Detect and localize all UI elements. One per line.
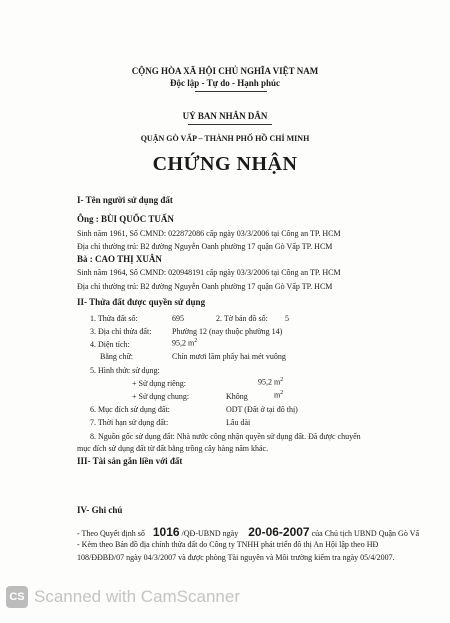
person-1-name-line (77, 214, 174, 224)
area-label: 4. Diện tích: (90, 340, 130, 349)
district-name: QUẬN GÒ VẤP – THÀNH PHỐ HỒ CHÍ MINH (140, 134, 310, 143)
area-unit-superscript: 2 (194, 338, 198, 344)
area-in-words-value: Chín mươi lăm phẩy hai mét vuông (172, 352, 286, 361)
parcel-number-value: 695 (172, 314, 184, 323)
section-4-heading: IV- Ghi chú (77, 505, 123, 515)
note-1 (77, 525, 419, 539)
person-2-prefix: Bà : (77, 254, 95, 264)
person-1-name: BÙI QUỐC TUẤN (101, 214, 174, 224)
person-2-info: Sinh năm 1964, Số CMND: 020948191 cấp ngày 03/3/2006 tại Công an TP. HCM (77, 268, 341, 277)
authority-name: UỶ BAN NHÂN DÂN (182, 111, 268, 121)
authority-underline (188, 124, 272, 125)
usage-form-label: 5. Hình thức sử dụng: (90, 366, 160, 375)
note-1-middle: /QĐ-UBND ngày (181, 529, 239, 538)
shared-use-label: + Sử dụng chung: (132, 392, 190, 401)
private-use-unit-superscript: 2 (280, 377, 284, 383)
note-2-line-2: 108/ĐĐBĐ/07 ngày 04/3/2007 và được phòng Tài nguyên và Môi trường kiểm tra ngày 05/4/2007. (77, 553, 395, 562)
land-origin-line-1: 8. Nguồn gốc sử dụng đất: Nhà nước công nhận quyền sử dụng đất. Đã được chuyển (90, 432, 361, 441)
camscanner-logo-icon: CS (6, 586, 28, 608)
area-value (172, 338, 197, 348)
country-name: CỘNG HÒA XÃ HỘI CHỦ NGHĨA VIỆT NAM (131, 66, 319, 76)
section-2-heading: II- Thửa đất được quyền sử dụng (77, 297, 206, 307)
map-sheet-value: 5 (285, 314, 289, 323)
motto-underline (195, 91, 267, 92)
private-use-label: + Sử dụng riêng: (132, 379, 186, 388)
note-2-line-1: - Kèm theo Bản đồ địa chính thửa đất do Công ty TNHH phát triển đô thị An Hội lập theo HĐ (77, 540, 379, 549)
land-origin-line-2: mục đích sử dụng đất từ đất bằng trồng cây hàng năm khác. (77, 444, 269, 453)
section-1-heading: I- Tên người sử dụng đất (77, 195, 173, 205)
private-use-number: 95,2 m (258, 377, 281, 387)
person-2-name-line (77, 254, 162, 264)
person-2-name: CAO THỊ XUÂN (95, 254, 162, 264)
decision-number: 1016 (152, 525, 180, 539)
document-title: CHỨNG NHẬN (152, 153, 298, 175)
land-purpose-label: 6. Mục đích sử dụng đất: (90, 405, 170, 414)
area-number: 95,2 m (172, 338, 195, 348)
note-1-suffix: của Chủ tịch UBND Quận Gò Vấ (311, 529, 419, 538)
map-sheet-label: 2. Tờ bản đồ số: (216, 314, 268, 323)
note-1-prefix: - Theo Quyết định số (77, 529, 145, 538)
parcel-address-label: 3. Địa chỉ thửa đất: (90, 327, 152, 336)
usage-term-value: Lâu dài (226, 418, 251, 427)
shared-use-unit-letter: m (274, 390, 281, 400)
camscanner-watermark (6, 586, 240, 608)
motto: Độc lập - Tự do - Hạnh phúc (169, 78, 280, 88)
person-1-info: Sinh năm 1961, Số CMND: 022872086 cấp ngày 03/3/2006 tại Công an TP. HCM (77, 229, 341, 238)
person-2-address: Địa chỉ thường trú: B2 đường Nguyễn Oanh phường 17 quận Gò Vấp TP. HCM (77, 282, 333, 291)
person-1-prefix: Ông : (77, 214, 102, 224)
person-1-address: Địa chỉ thường trú: B2 đường Nguyễn Oanh phường 17 quận Gò Vấp TP. HCM (77, 242, 333, 251)
parcel-address-value: Phường 12 (nay thuộc phường 14) (172, 327, 283, 336)
private-use-value (258, 377, 283, 387)
shared-use-unit-superscript: 2 (280, 390, 284, 396)
camscanner-text: Scanned with CamScanner (34, 587, 241, 606)
section-3-heading: III- Tài sản gắn liền với đất (77, 456, 183, 466)
shared-use-value: Không (226, 392, 248, 401)
area-in-words-label: Bằng chữ: (100, 352, 133, 361)
decision-date: 20-06-2007 (248, 525, 310, 539)
usage-term-label: 7. Thời hạn sử dụng đất: (90, 418, 169, 427)
land-purpose-value: ODT (Đất ở tại đô thị) (226, 405, 298, 414)
parcel-number-label: 1. Thửa đất số: (90, 314, 138, 323)
shared-use-unit (274, 390, 283, 400)
